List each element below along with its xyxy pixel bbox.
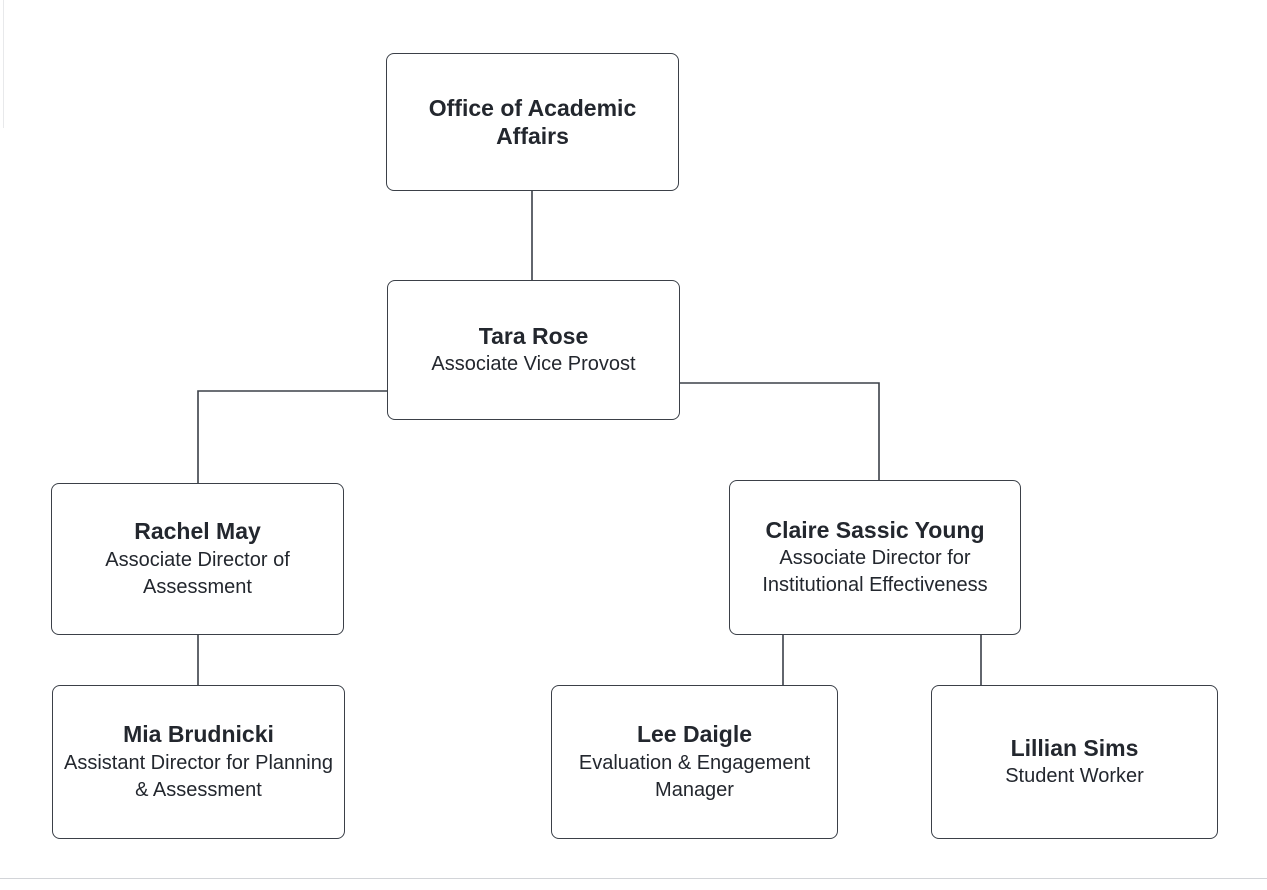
org-node-title: Lillian Sims bbox=[1010, 734, 1139, 761]
connector-tara-rose-to-rachel-may bbox=[198, 391, 387, 483]
connector-tara-rose-to-claire-sassic-young bbox=[680, 383, 879, 480]
org-node-lee-daigle[interactable] bbox=[551, 685, 838, 839]
bottom-divider bbox=[0, 878, 1267, 879]
org-node-mia-brudnicki[interactable] bbox=[52, 685, 345, 839]
org-node-title: Tara Rose bbox=[478, 322, 589, 349]
org-node-office-of-academic-affairs[interactable] bbox=[386, 53, 679, 191]
org-node-subtitle: Associate Vice Provost bbox=[431, 353, 636, 376]
org-node-claire-sassic-young[interactable] bbox=[729, 480, 1021, 635]
org-node-subtitle: Student Worker bbox=[1005, 765, 1144, 788]
org-node-subtitle: Associate Director of Assessment bbox=[105, 548, 290, 598]
left-edge-marker bbox=[0, 0, 4, 128]
org-node-title: Lee Daigle bbox=[636, 721, 753, 748]
org-node-subtitle: Assistant Director for Planning & Assessment bbox=[63, 751, 333, 801]
org-node-tara-rose[interactable] bbox=[387, 280, 680, 420]
org-node-rachel-may[interactable] bbox=[51, 483, 344, 635]
org-node-subtitle: Associate Director for Institutional Effectiveness bbox=[762, 547, 988, 597]
org-node-subtitle: Evaluation & Engagement Manager bbox=[578, 751, 811, 801]
org-node-title: Rachel May bbox=[134, 518, 261, 545]
org-node-title: Office of Academic Affairs bbox=[428, 94, 637, 149]
org-node-title: Claire Sassic Young bbox=[765, 516, 985, 543]
org-node-lillian-sims[interactable] bbox=[931, 685, 1218, 839]
org-node-title: Mia Brudnicki bbox=[123, 721, 274, 748]
